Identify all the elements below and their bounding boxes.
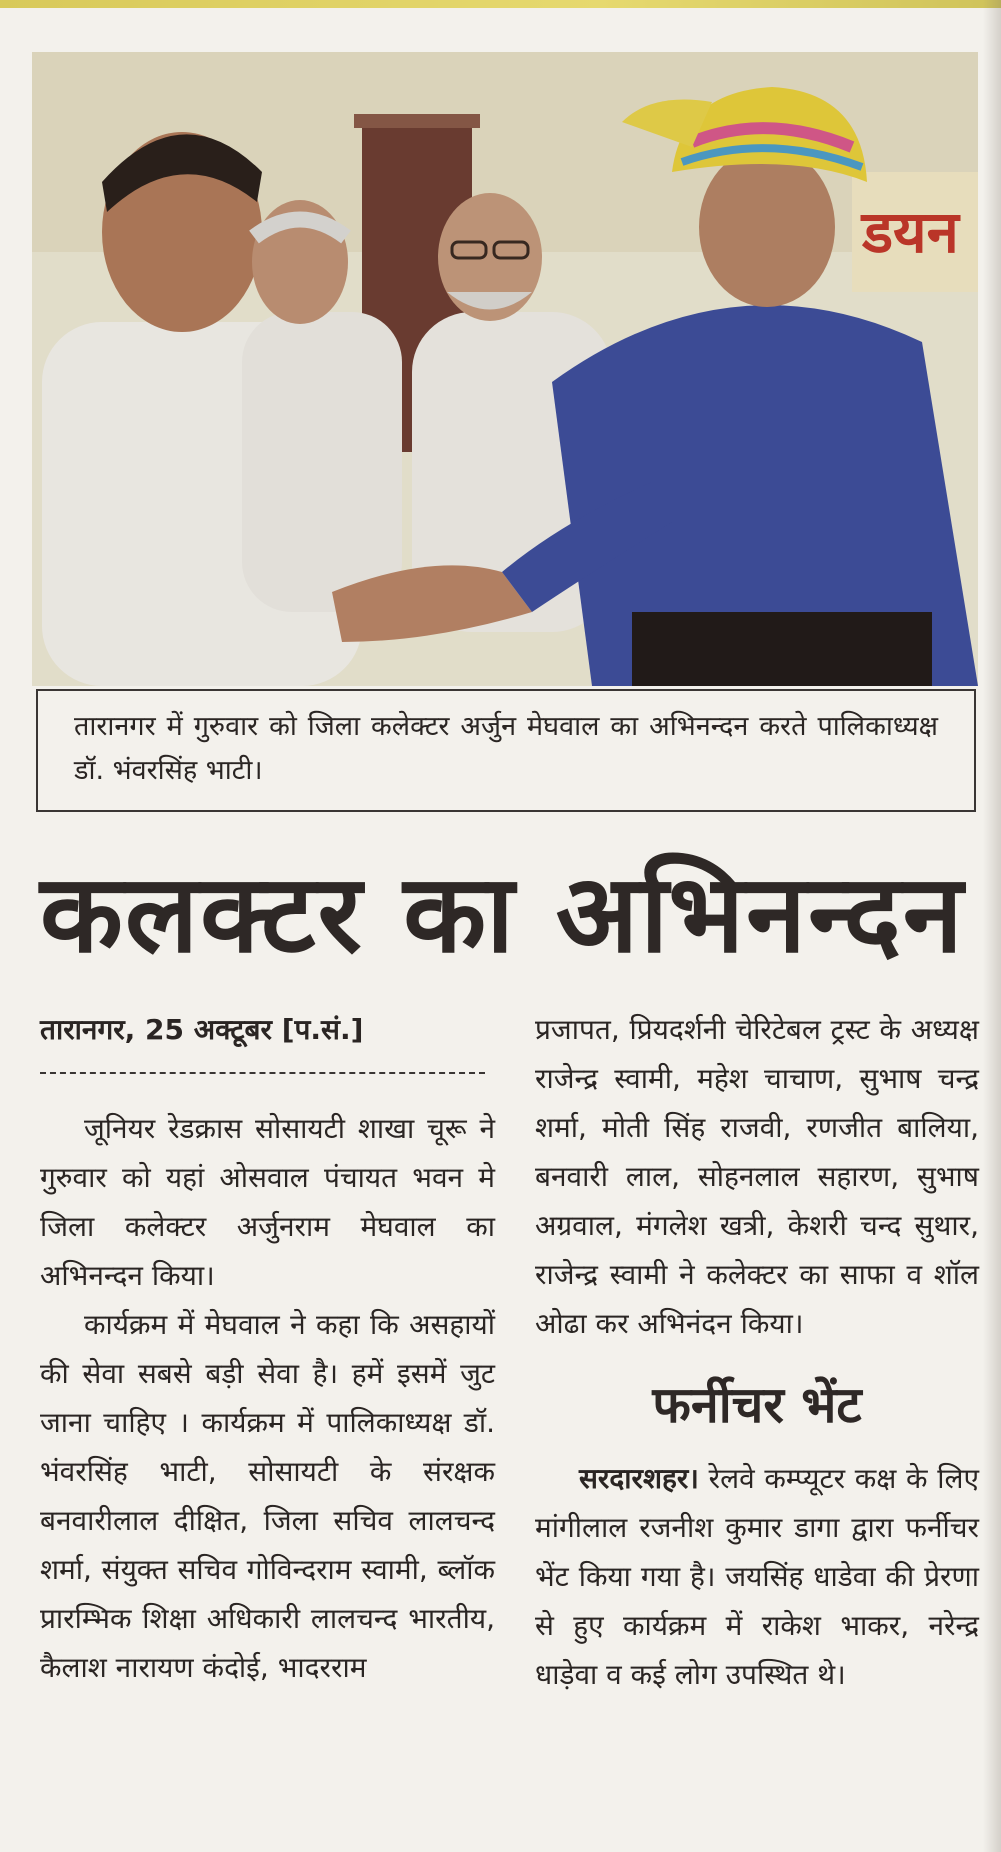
article-paragraph-1: जूनियर रेडक्रास सोसायटी शाखा चूरू ने गुरुवार को यहां ओसवाल पंचायत भवन मे जिला कलेक्टर अर्जुनराम मेघवाल का अभिनन्दन किया। [40,1112,495,1292]
photo-illustration [32,52,978,686]
news-photo [32,52,978,686]
photo-caption: तारानगर में गुरुवार को जिला कलेक्टर अर्जुन मेघवाल का अभिनन्दन करते पालिकाध्यक्ष डॉ. भंवरसिंह भाटी। [36,689,976,812]
second-story-headline: फर्नीचर भेंट [652,1376,862,1434]
dateline: तारानगर, 25 अक्टूबर [प.सं.] [40,1013,364,1046]
article-paragraph-2: कार्यक्रम में मेघवाल ने कहा कि असहायों की सेवा सबसे बड़ी सेवा है। हमें इसमें जुट जाना चाहिए । कार्यक्रम में पालिकाध्यक्ष डॉ. भंवरसिंह भाटी, सोसायटी के संरक्षक बनवारीलाल दीक्षित, जिला सचिव लालचन्द शर्मा, संयुक्त सचिव गोविन्दराम स्वामी, ब्लॉक प्रारम्भिक शिक्षा अधिकारी लालचन्द भारतीय, कैलाश नारायण कंदोई, भादरराम [40,1308,495,1684]
dashed-divider [40,1072,485,1074]
scan-edge-shadow [983,0,1001,1852]
article-column-left [40,1010,495,1692]
second-story-text: रेलवे कम्प्यूटर कक्ष के लिए मांगीलाल रजनीश कुमार डागा द्वारा फर्नीचर भेंट किया गया है। जयसिंह धाडेवा की प्रेरणा से हुए कार्यक्रम में राकेश भाकर, नरेन्द्र धाड़ेवा व कई लोग उपस्थित थे। [535,1462,979,1691]
article-paragraph-2-continued: प्रजापत, प्रियदर्शनी चेरिटेबल ट्रस्ट के अध्यक्ष राजेन्द्र स्वामी, महेश चाचाण, सुभाष चन्द्र शर्मा, मोती सिंह राजवी, रणजीत बालिया, बनवारी लाल, सोहनलाल सहारण, सुभाष अग्रवाल, मंगलेश खत्री, केशरी चन्द सुथार, राजेन्द्र स्वामी ने कलेक्टर का साफा व शॉल ओढा कर अभिनंदन किया। [535,1013,979,1340]
second-story-place: सरदारशहर। [579,1462,699,1495]
svg-text:डयन: डयन [862,198,959,266]
article-column-right [535,1005,979,1699]
second-story-paragraph [535,1454,979,1699]
top-color-strip [0,0,1001,8]
main-headline: कलक्टर का अभिनन्दन [40,852,965,977]
